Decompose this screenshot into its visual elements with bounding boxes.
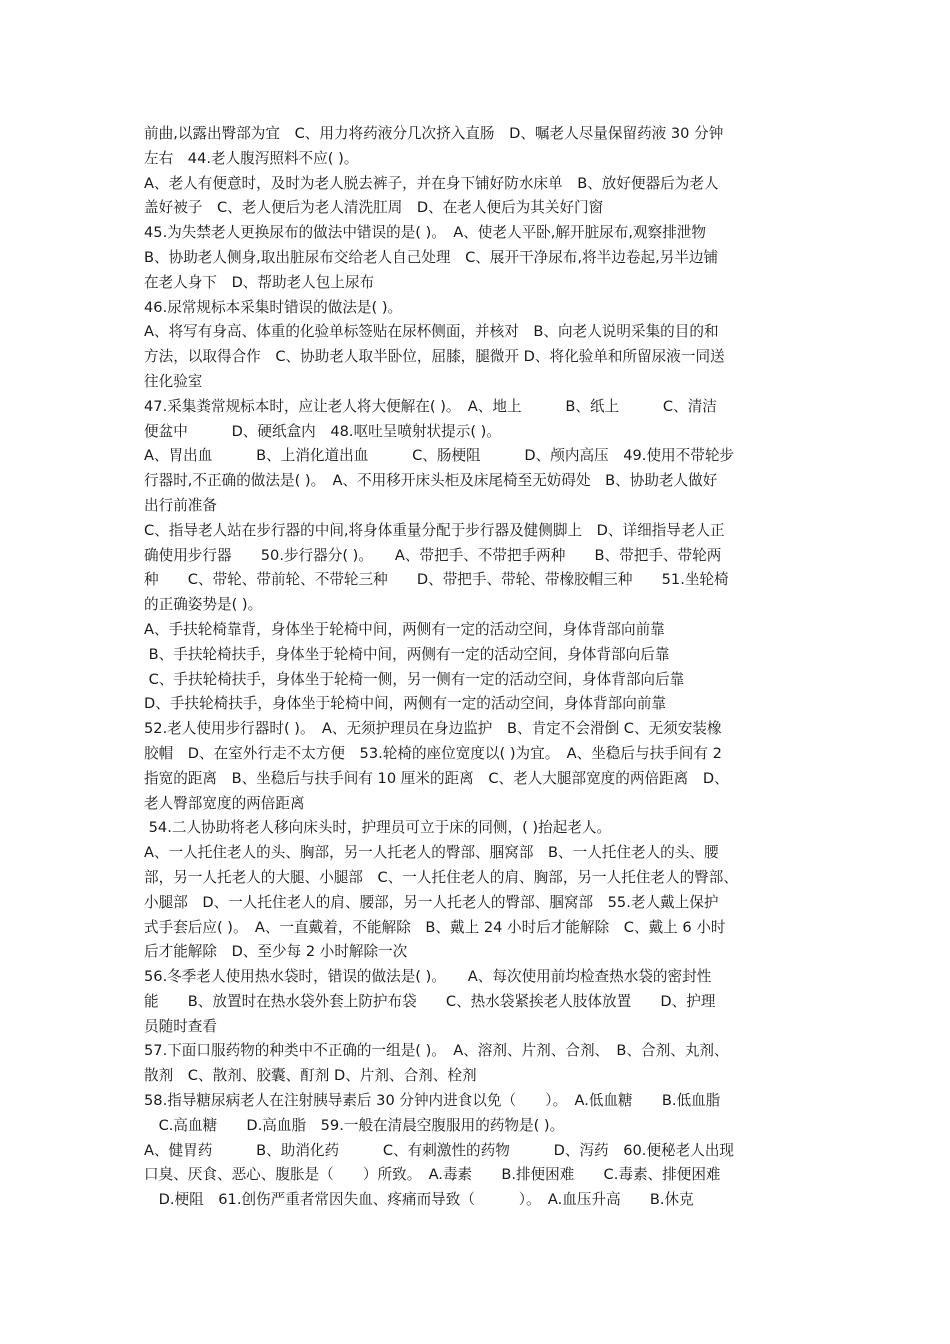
text-line: A、胃出血 B、上消化道出血 C、肠梗阻 D、颅内高压 49.使用不带轮步	[144, 447, 735, 465]
text-line: 确使用步行器 50.步行器分( )。 A、带把手、不带把手两种 B、带把手、带轮两	[144, 546, 722, 564]
text-line: A、手扶轮椅靠背，身体坐于轮椅中间，两侧有一定的活动空间，身体背部向前靠	[144, 620, 665, 638]
text-line: A、一人托住老人的头、胸部，另一人托老人的臀部、腘窝部 B、一人托住老人的头、腰	[144, 844, 719, 862]
text-line: 往化验室	[144, 372, 203, 390]
text-line: 式手套后应( )。 A、一直戴着，不能解除 B、戴上 24 小时后才能解除 C、戴上 6 小时	[144, 918, 726, 936]
text-line: 前曲,以露出臀部为宜 C、用力将药液分几次挤入直肠 D、嘱老人尽量保留药液 30 分钟	[144, 125, 724, 142]
text-line: C、手扶轮椅扶手，身体坐于轮椅一侧，另一侧有一定的活动空间，身体背部向后靠	[144, 670, 685, 688]
text-line: 行器时,不正确的做法是( )。 A、不用移开床头柜及床尾椅至无妨碍处 B、协助老人做好	[144, 472, 718, 490]
text-line: 左右 44.老人腹泻照料不应( )。	[144, 149, 359, 167]
text-line: 52.老人使用步行器时( )。 A、无须护理员在身边监护 B、肯定不会滑倒 C、无须安装橡	[144, 720, 722, 738]
text-line: A、老人有便意时，及时为老人脱去裤子，并在身下铺好防水床单 B、放好便器后为老人	[144, 174, 719, 192]
text-line: 能 B、放置时在热水袋外套上防护布袋 C、热水袋紧挨老人肢体放置 D、护理	[144, 992, 716, 1010]
text-line: 员随时查看	[144, 1017, 217, 1035]
text-line: 口臭、厌食、恶心、腹胀是（ ）所致。 A.毒素 B.排便困难 C.毒素、排便困难	[144, 1166, 721, 1184]
text-line: 46.尿常规标本采集时错误的做法是( )。	[144, 298, 403, 316]
text-line: A、将写有身高、体重的化验单标签贴在尿杯侧面，并核对 B、向老人说明采集的目的和	[144, 323, 719, 341]
text-line: 的正确姿势是( )。	[144, 596, 263, 614]
text-line: 老人臀部宽度的两倍距离	[144, 794, 305, 812]
text-line: B、手扶轮椅扶手，身体坐于轮椅中间，两侧有一定的活动空间，身体背部向后靠	[144, 645, 670, 663]
text-line: A、健胃药 B、助消化药 C、有刺激性的药物 D、泻药 60.便秘老人出现	[144, 1141, 735, 1159]
text-line: 盖好被子 C、老人便后为老人清洗肛周 D、在老人便后为其关好门窗	[144, 199, 604, 217]
text-line: 方法，以取得合作 C、协助老人取半卧位，屈膝，腿微开 D、将化验单和所留尿液一同送	[144, 348, 725, 366]
text-line: 58.指导糖尿病老人在注射胰导素后 30 分钟内进食以免（ ）。 A.低血糖 B.低血脂	[144, 1092, 721, 1110]
text-line: 57.下面口服药物的种类中不正确的一组是( )。 A、溶剂、片剂、合剂、 B、合剂、丸剂、	[144, 1042, 729, 1060]
text-line: 小腿部 D、一人托住老人的肩、腰部，另一人托老人的臀部、腘窝部 55.老人戴上保护	[144, 893, 719, 911]
text-line: 指宽的距离 B、坐稳后与扶手间有 10 厘米的距离 C、老人大腿部宽度的两倍距离 D、	[144, 769, 729, 787]
text-line: 54.二人协助将老人移向床头时，护理员可立于床的同侧，( )抬起老人。	[144, 819, 612, 837]
text-line: B、协助老人侧身,取出脏尿布交给老人自己处理 C、展开干净尿布,将半边卷起,另半边铺	[144, 248, 719, 266]
document-body	[144, 122, 819, 1213]
text-line: 便盆中 D、硬纸盒内 48.呕吐呈喷射状提示( )。	[144, 422, 501, 440]
text-line: 种 C、带轮、带前轮、不带轮三种 D、带把手、带轮、带橡胶帽三种 51.坐轮椅	[144, 571, 729, 589]
text-line: C、指导老人站在步行器的中间,将身体重量分配于步行器及健侧脚上 D、详细指导老人正	[144, 521, 725, 539]
text-line: 部，另一人托老人的大腿、小腿部 C、一人托住老人的肩、胸部，另一人托住老人的臀部、	[144, 868, 738, 886]
text-line: 47.采集粪常规标本时，应让老人将大便解在( )。 A、地上 B、纸上 C、清洁	[144, 397, 717, 415]
text-line: 散剂 C、散剂、胶囊、酊剂 D、片剂、合剂、栓剂	[144, 1067, 477, 1085]
text-line: 56.冬季老人使用热水袋时，错误的做法是( )。 A、每次使用前均检查热水袋的密封性	[144, 968, 712, 986]
text-line: C.高血糖 D.高血脂 59.一般在清晨空腹服用的药物是( )。	[144, 1116, 565, 1134]
text-line: 胶帽 D、在室外行走不太方便 53.轮椅的座位宽度以( )为宜。 A、坐稳后与扶手间有 2	[144, 744, 722, 762]
text-line: 后才能解除 D、至少每 2 小时解除一次	[144, 943, 408, 961]
text-line: 在老人身下 D、帮助老人包上尿布	[144, 273, 375, 291]
text-line: D.梗阻 61.创伤严重者常因失血、疼痛而导致（ ）。 A.血压升高 B.休克	[144, 1191, 694, 1209]
text-line: D、手扶轮椅扶手，身体坐于轮椅中间，两侧有一定的活动空间，身体背部向前靠	[144, 695, 667, 713]
text-line: 45.为失禁老人更换尿布的做法中错误的是( )。 A、使老人平卧,解开脏尿布,观察排泄物	[144, 224, 706, 242]
text-line: 出行前准备	[144, 496, 217, 514]
